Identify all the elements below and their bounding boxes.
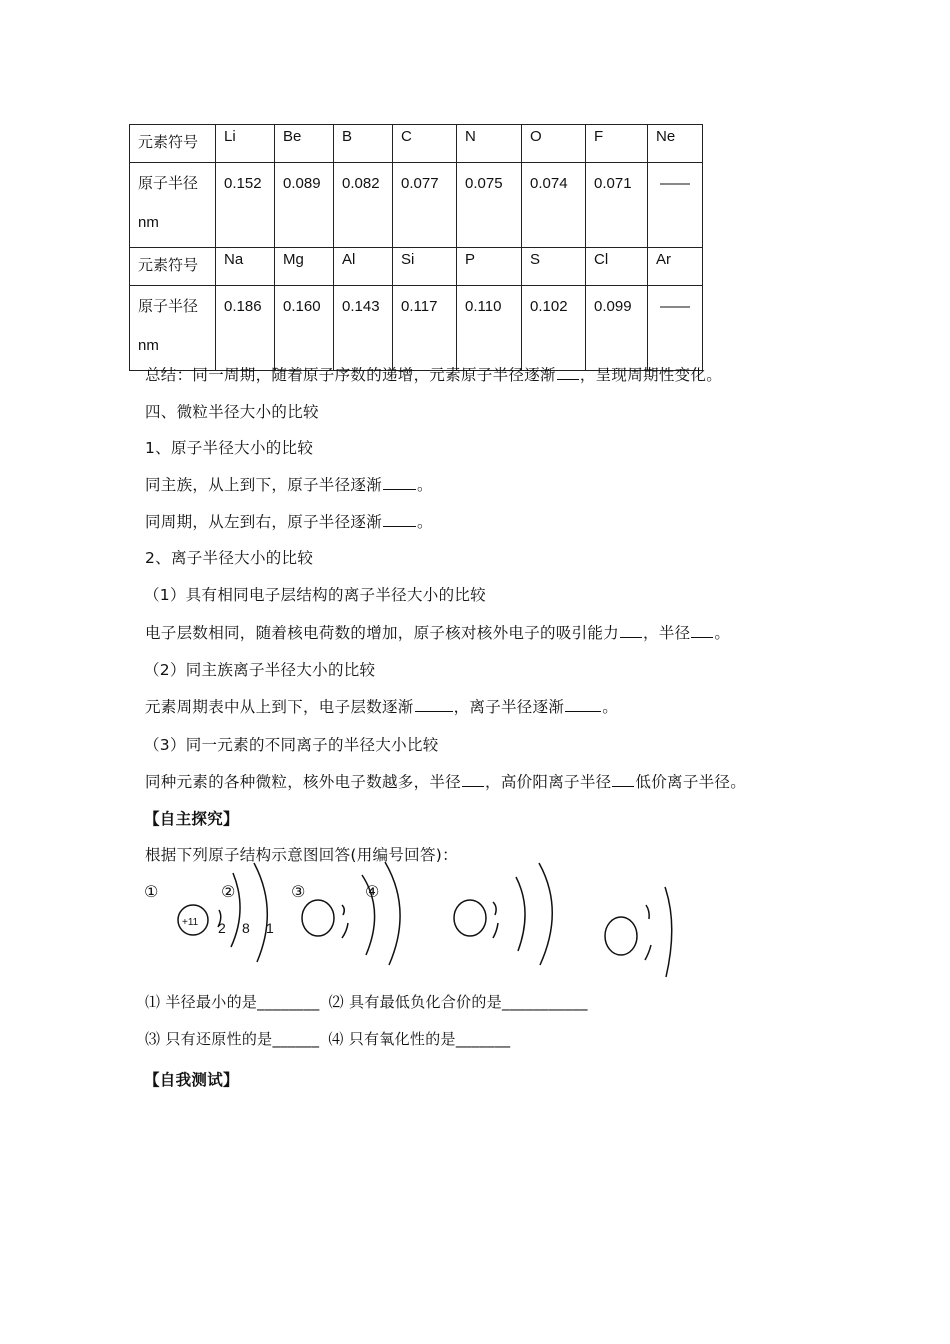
element-symbol-cell: F [586,125,648,163]
element-symbol-cell: Cl [586,248,648,286]
element-symbol-cell: Si [393,248,457,286]
radius-value-cell: 0.160 [275,286,334,371]
radius-value-cell: —— [648,163,703,248]
element-symbol-cell: B [334,125,393,163]
element-symbol-cell: S [522,248,586,286]
same-group-line: 同主族，从上到下，原子半径逐渐 。 [145,476,433,494]
table-row [130,163,703,248]
element-symbol-cell: Li [216,125,275,163]
answer-blank[interactable] [383,512,416,527]
explore-title: 【自主探究】 [144,810,239,828]
answer-blank[interactable] [691,623,713,638]
radius-value-cell: 0.117 [393,286,457,371]
element-symbol-cell: P [457,248,522,286]
section-4-heading: 四、微粒半径大小的比较 [145,403,319,421]
subsection-1-heading: 1、原子半径大小的比较 [145,439,314,457]
question-1[interactable]: ⑴ 半径最小的是________ [145,993,320,1011]
shell-arc [493,902,496,915]
element-symbol-cell: Ar [648,248,703,286]
radius-value-cell: 0.089 [275,163,334,248]
question-row-1 [145,991,588,1012]
shell-arc [385,862,400,965]
element-symbol-cell: C [393,125,457,163]
answer-blank[interactable] [415,697,453,712]
nucleus-circle [605,917,637,955]
self-test-title: 【自我测试】 [144,1071,239,1089]
radius-value-cell: 0.077 [393,163,457,248]
radius-value-cell: 0.071 [586,163,648,248]
marker-1: ① [144,882,159,901]
marker-4: ④ [365,882,380,901]
radius-value-cell: 0.082 [334,163,393,248]
same-element-line: 同种元素的各种微粒，核外电子数越多，半径 ，高价阳离子半径 低价离子半径。 [145,773,747,791]
answer-blank[interactable] [383,475,416,490]
element-symbol-cell: Ne [648,125,703,163]
marker-2: ② [221,882,236,901]
answer-blank[interactable] [565,697,601,712]
radius-value-cell: 0.075 [457,163,522,248]
table-row [130,286,703,371]
radius-value-cell: 0.186 [216,286,275,371]
shell-arc [645,945,651,960]
element-symbol-cell: O [522,125,586,163]
shell-arc [493,923,498,938]
nucleus-circle [454,900,486,936]
subsection-2-3-heading: （3）同一元素的不同离子的半径大小比较 [144,736,439,754]
answer-blank[interactable] [620,623,642,638]
radius-value-cell: 0.152 [216,163,275,248]
row-label: 元素符号 [130,125,216,163]
marker-3: ③ [291,882,306,901]
radius-value-cell: 0.110 [457,286,522,371]
explore-intro: 根据下列原子结构示意图回答(用编号回答)： [145,846,458,864]
answer-blank[interactable] [557,365,579,380]
question-2[interactable]: ⑵ 具有最低负化合价的是___________ [328,993,588,1011]
table-row [130,125,703,163]
shell-arc [646,905,649,919]
element-symbol-cell: Be [275,125,334,163]
shell-arc [342,905,344,915]
subsection-2-2-heading: （2）同主族离子半径大小的比较 [144,661,376,679]
shell-arc [665,887,672,977]
shell-arc [254,863,267,962]
radius-value-cell: 0.102 [522,286,586,371]
element-symbol-cell: Na [216,248,275,286]
shell-arc [539,863,552,965]
nucleus-circle [302,900,334,936]
row-label: 原子半径 nm [130,286,216,371]
question-4[interactable]: ⑷ 只有氧化性的是_______ [328,1030,511,1048]
atom-structure-diagram [130,855,690,985]
row-label: 元素符号 [130,248,216,286]
radius-value-cell: 0.099 [586,286,648,371]
element-symbol-cell: Mg [275,248,334,286]
nucleus-charge: +11 [182,917,199,928]
question-3[interactable]: ⑶ 只有还原性的是______ [145,1030,320,1048]
radius-value-cell: 0.074 [522,163,586,248]
same-period-line: 同周期，从左到右，原子半径逐渐 。 [145,513,433,531]
question-row-2 [145,1028,510,1049]
table-row [130,248,703,286]
same-group-ion-line: 元素周期表中从上到下，电子层数逐渐 ，离子半径逐渐 。 [145,698,619,716]
shell-count-3: 1 [266,920,274,936]
row-label: 原子半径 nm [130,163,216,248]
shell-arc [516,877,525,951]
element-symbol-cell: Al [334,248,393,286]
shell-arc [342,923,348,938]
shell-count-1: 2 [218,920,226,936]
radius-value-cell: —— [648,286,703,371]
answer-blank[interactable] [612,772,634,787]
summary-line: 总结：同一周期，随着原子序数的递增，元素原子半径逐渐 ，呈现周期性变化。 [145,366,723,384]
shell-count-2: 8 [242,920,250,936]
element-symbol-cell: N [457,125,522,163]
atomic-radius-table [129,124,703,371]
subsection-2-1-heading: （1）具有相同电子层结构的离子半径大小的比较 [144,586,486,604]
subsection-2-heading: 2、离子半径大小的比较 [145,549,314,567]
answer-blank[interactable] [462,772,484,787]
radius-value-cell: 0.143 [334,286,393,371]
same-shell-line: 电子层数相同，随着核电荷数的增加，原子核对核外电子的吸引能力 ，半径 。 [145,624,731,642]
